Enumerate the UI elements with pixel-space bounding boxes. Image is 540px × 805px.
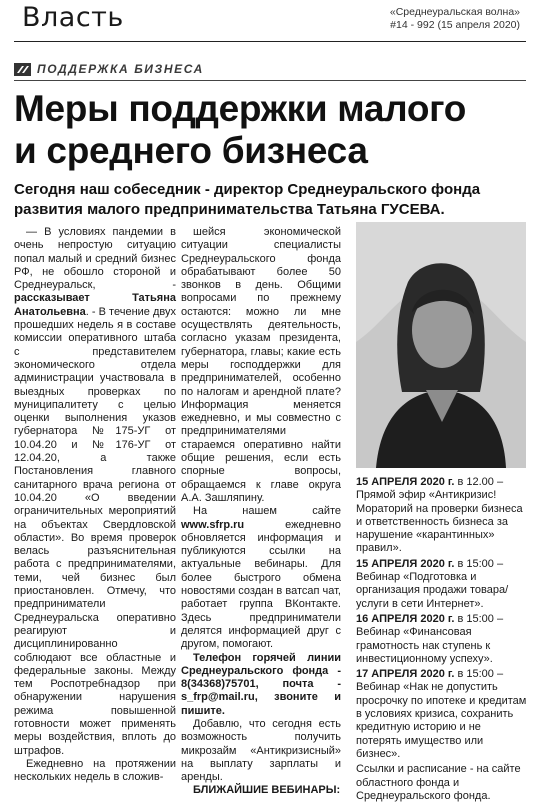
website-link[interactable]: www.sfrp.ru [181, 518, 245, 531]
headline-line-2: и среднего бизнеса [14, 130, 368, 171]
webinars-list [356, 476, 528, 805]
paragraph: Ежедневно на протяжении нескольких недель в сложив- [14, 757, 176, 784]
article-lead: Сегодня наш собеседник - директор Среднеуральского фонда развития малого предпринимательства Татьяна ГУСЕВА. [14, 181, 481, 218]
issue-number: #14 - 992 (15 апреля 2020) [390, 19, 520, 31]
webinars-heading: БЛИЖАЙШИЕ ВЕБИНАРЫ: [193, 784, 341, 797]
newspaper-name: «Среднеуральская волна» [389, 6, 520, 18]
rubric-divider [14, 80, 526, 81]
rubric-label: ПОДДЕРЖКА БИЗНЕСА [37, 62, 204, 76]
webinar-item: 17 АПРЕЛЯ 2020 г. в 15:00 – Вебинар «Нак не допустить просрочку по ипотеке и кредитам в условиях кризиса, сохранить кредитную историю и не потерять имущество или бизнес». [356, 668, 527, 760]
paragraph: — В условиях пандемии в очень непростую ситуацию попал малый и средний бизнес РФ, не обошло стороной и Среднеуральск, - рассказывает Татьяна Анатольевна. - В течение двух прошедших недель я в составе комиссии оперативного штаба с представителем экономического отдела администрации участвовала в выездных проверках по муниципалитету с целью оценки выполнения указов губернатора №175-УГ от 10.04.20 и №176-УГ от 12.04.20, а также Постановления главного санитарного врача региона от 10.04.20 «О введении ограничительных мероприятий на объектах Свердловской области». Во время проверок велась разъяснительная работа с предпринимателями, теми, чей бизнес был приостановлен. Отмечу, что предприниматели Среднеуральска оперативно реагируют и дисциплинированно соблюдают все областные и федеральные законы. Между тем Роспотребнадзор при обнаружении нарушения режима повышенной готовности может применять меры воздействия, вплоть до штрафов. [14, 226, 176, 757]
page-header [0, 0, 540, 40]
section-title: Власть [22, 2, 124, 33]
headline-line-1: Меры поддержки малого [14, 88, 467, 129]
webinar-item: 15 АПРЕЛЯ 2020 г. в 12.00 – Прямой эфир «Антикризис! Мораторий на проверки бизнеса и ответственность бизнеса за нарушение «карантинных» правил». [356, 476, 523, 555]
paragraph: шейся экономической ситуации специалисты Среднеуральского фонда обрабатывают более 50 звонков в день. Общими вопросами по прежнему остаются: можно ли мне осуществлять деятельность, согласно указам президента, губернатора, главы; какие есть меры господдержки для предпринимателей, особенно по налогам и арендной плате? Информация меняется ежедневно, и мы совместно с предпринимателями стараемся оперативно найти общие решения, если есть спорные вопросы, обращаемся к главе округа А.А. Зашляпину. [181, 226, 341, 504]
article-headline [14, 88, 524, 172]
article-column-1 [14, 226, 176, 784]
hotline-paragraph: Телефон горячей линии Среднеуральского фонда - 8(34368)75701, почта - s_frp@mail.ru, звоните и пишите. [181, 651, 341, 717]
webinar-item: 15 АПРЕЛЯ 2020 г. в 15:00 – Вебинар «Подготовка и организация продажи товара/услуги в сети Интернет». [356, 557, 509, 610]
paragraph: На нашем сайте www.sfrp.ru ежедневно обновляется информация и публикуются ссылки на актуальные вебинары. Для более быстрого обмена новостями создан в ватсап чат, работает группа ВКонтакте. Здесь предприниматели делятся информацией друг с другом, помогают. [181, 505, 341, 651]
paragraph: Добавлю, что сегодня есть возможность получить микрозайм «Антикризисный» на выплату зарплаты и аренды. [181, 717, 341, 784]
rubric [14, 62, 204, 76]
double-chevron-icon [14, 63, 31, 76]
webinar-item: 16 АПРЕЛЯ 2020 г. в 15:00 – Вебинар «Финансовая грамотность нак ступень к инвестиционному успеху». [356, 612, 504, 665]
speaker-name: рассказывает Татьяна Анатольевна [14, 292, 176, 318]
article-column-2 [181, 226, 341, 798]
portrait-photo [356, 222, 526, 468]
closing-note: Ссылки и расписание - на сайте областного фонда и Среднеуральского фонда. [356, 763, 521, 802]
header-divider [14, 41, 526, 42]
issue-info [390, 6, 520, 32]
